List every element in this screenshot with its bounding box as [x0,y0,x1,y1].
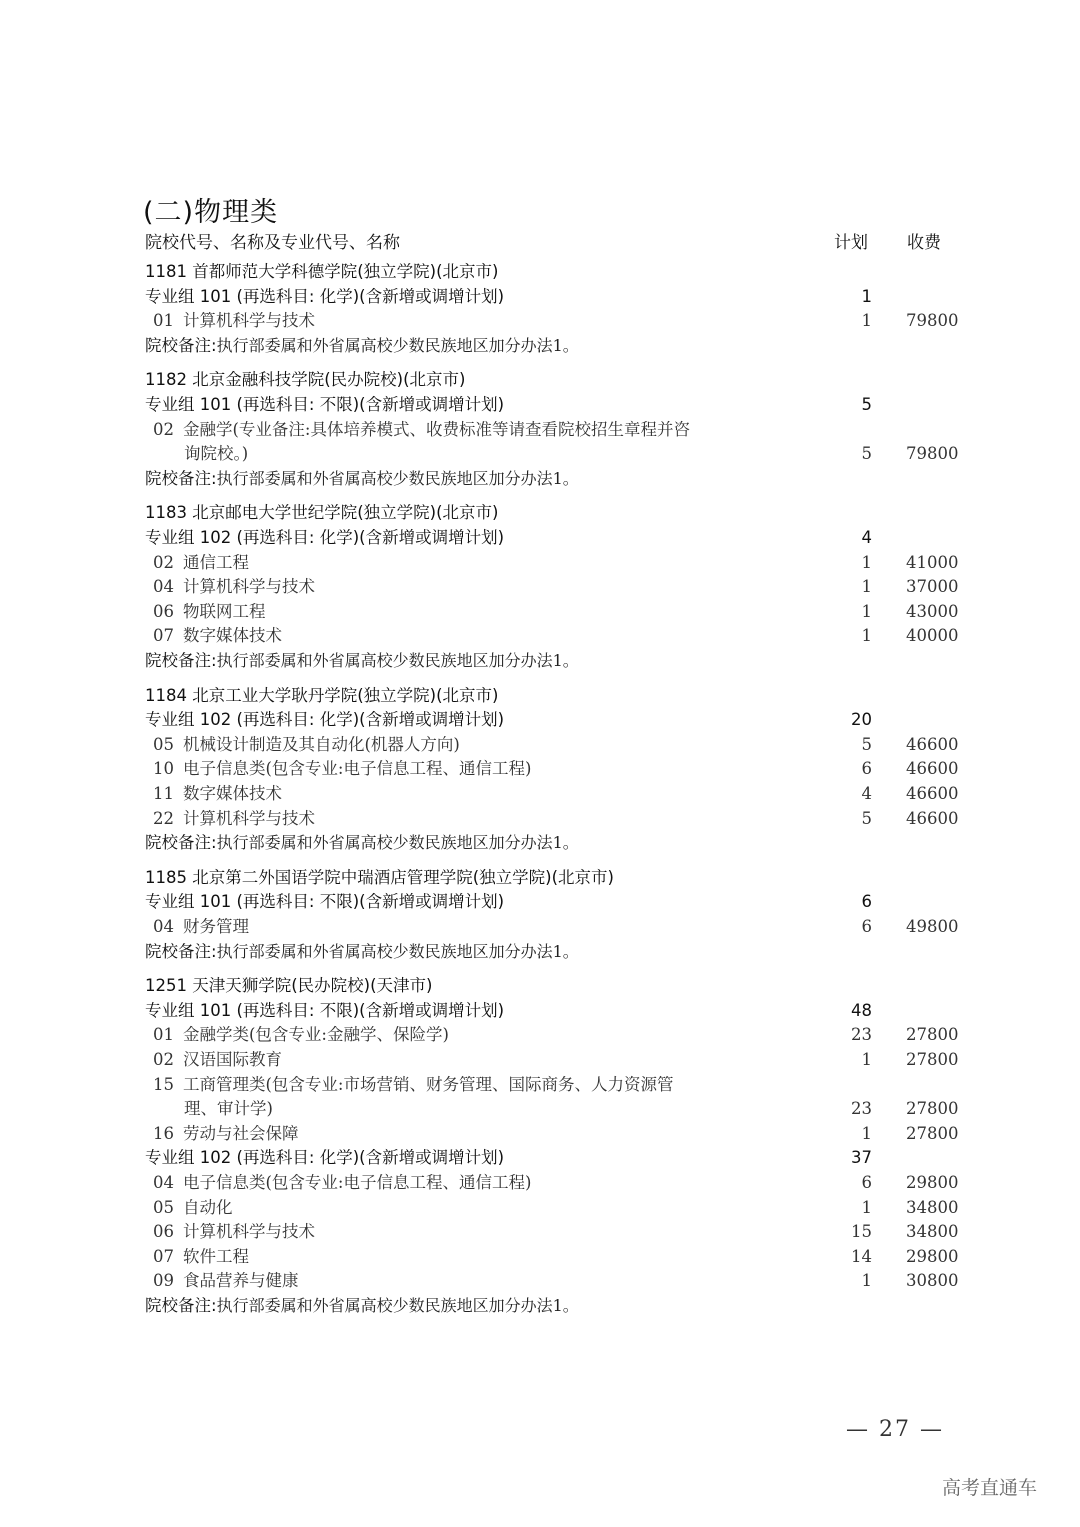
major-plan: 5 [861,444,872,464]
major-row [0,782,1080,807]
group-plan: 5 [861,395,872,414]
major-row [0,1269,1080,1294]
major-row [0,575,1080,600]
major-fee: 34800 [906,1197,959,1217]
major-plan: 1 [861,1197,872,1217]
major-fee: 27800 [906,1099,959,1119]
major-name: 物联网工程 [183,601,266,621]
major-code: 16 [153,1123,174,1143]
major-plan: 1 [861,577,872,597]
major-fee: 29800 [906,1173,959,1192]
major-fee: 46600 [906,784,959,803]
major-name: 食品营养与健康 [183,1271,299,1291]
group-name: 专业组 102 (再选科目: 化学)(含新增或调增计划) [145,710,505,730]
major-plan: 14 [851,1246,872,1266]
major-label [153,1269,299,1294]
major-plan: 1 [861,1271,872,1291]
school-row [0,368,1080,393]
major-row [0,1023,1080,1048]
major-row [0,915,1080,940]
major-plan: 1 [861,552,872,572]
school-row [0,501,1080,526]
major-code: 07 [153,1246,174,1266]
group-plan: 4 [861,528,872,547]
note-label: 院校备注: [145,335,217,355]
major-label [153,1245,249,1270]
major-code: 10 [153,759,174,779]
major-name: 数字媒体技术 [183,784,282,803]
school-note-row [0,940,1080,965]
major-fee: 43000 [906,601,959,621]
major-fee: 41000 [906,552,959,572]
section-title: (二)物理类 [143,197,279,228]
group-row [0,999,1080,1024]
major-code: 02 [153,419,174,439]
major-label [153,1048,282,1073]
group-plan: 1 [861,286,872,306]
major-plan: 6 [861,917,872,936]
major-code: 05 [153,1197,174,1217]
major-row-continuation [0,442,1080,467]
note-label: 院校备注: [145,468,217,488]
group-plan: 6 [861,892,872,912]
major-row [0,1122,1080,1147]
major-code: 04 [153,1173,174,1192]
school-note-row [0,1294,1080,1319]
major-fee: 34800 [906,1222,959,1242]
school-note-row [0,334,1080,359]
major-plan: 23 [851,1025,872,1045]
school-name: 1181 首都师范大学科德学院(独立学院)(北京市) [145,262,499,281]
major-code: 04 [153,917,174,936]
group-row [0,1146,1080,1171]
major-row [0,418,1080,443]
major-plan: 1 [861,601,872,621]
major-plan: 1 [861,626,872,646]
major-code: 04 [153,577,174,597]
major-name: 电子信息类(包含专业:电子信息工程、通信工程) [183,1173,532,1192]
major-label [153,575,315,600]
major-fee: 30800 [906,1271,959,1291]
major-code: 02 [153,552,174,572]
major-label [153,1122,299,1147]
major-fee: 46600 [906,808,959,828]
note-text: 执行部委属和外省属高校少数民族地区加分办法1。 [216,1296,579,1315]
major-row [0,1245,1080,1270]
major-label [153,1220,315,1245]
major-name: 数字媒体技术 [183,626,282,646]
group-name: 专业组 101 (再选科目: 不限)(含新增或调增计划) [145,1000,505,1020]
major-name: 财务管理 [183,917,249,936]
major-plan: 6 [861,1173,872,1192]
major-fee: 79800 [906,311,959,331]
major-name: 金融学类(包含专业:金融学、保险学) [183,1025,449,1045]
major-name: 软件工程 [183,1246,249,1266]
column-header-name: 院校代号、名称及专业代号、名称 [145,233,400,253]
page-number: — 27 — [846,1417,944,1442]
note-label: 院校备注: [145,651,217,670]
major-name: 计算机科学与技术 [183,1222,315,1242]
major-label [153,1196,233,1221]
note-label: 院校备注: [145,941,217,961]
group-row [0,890,1080,915]
school-row [0,684,1080,709]
note-text: 执行部委属和外省属高校少数民族地区加分办法1。 [216,941,579,961]
note-text: 执行部委属和外省属高校少数民族地区加分办法1。 [216,833,579,853]
school-row [0,260,1080,285]
major-label [153,309,315,334]
school-note-row [0,649,1080,674]
major-plan: 1 [861,1050,872,1069]
major-label [153,807,315,832]
school-name: 1251 天津天狮学院(民办院校)(天津市) [145,976,433,996]
major-label [153,757,531,782]
note-text: 执行部委属和外省属高校少数民族地区加分办法1。 [216,335,579,355]
major-code: 15 [153,1074,174,1094]
note-text: 执行部委属和外省属高校少数民族地区加分办法1。 [216,468,579,488]
group-row [0,285,1080,310]
major-code: 05 [153,734,174,754]
group-plan: 37 [851,1148,872,1168]
major-code: 07 [153,626,174,646]
group-name: 专业组 101 (再选科目: 化学)(含新增或调增计划) [145,286,505,306]
school-row [0,866,1080,891]
major-fee: 27800 [906,1050,959,1069]
major-plan: 5 [861,734,872,754]
group-name: 专业组 102 (再选科目: 化学)(含新增或调增计划) [145,528,505,547]
major-fee: 49800 [906,917,959,936]
major-code: 01 [153,311,174,331]
major-fee: 40000 [906,626,959,646]
major-plan: 4 [861,784,872,803]
group-row [0,526,1080,551]
major-name: 机械设计制造及其自动化(机器人方向) [183,734,460,754]
major-code: 06 [153,1222,174,1242]
school-name: 1185 北京第二外国语学院中瑞酒店管理学院(独立学院)(北京市) [145,867,614,887]
group-name: 专业组 102 (再选科目: 化学)(含新增或调增计划) [145,1148,505,1168]
major-name-continued: 询院校。) [184,444,249,464]
major-fee: 79800 [906,444,959,464]
major-name: 电子信息类(包含专业:电子信息工程、通信工程) [183,759,532,779]
major-label [153,1023,449,1048]
note-text: 执行部委属和外省属高校少数民族地区加分办法1。 [216,651,579,670]
major-row [0,733,1080,758]
major-name: 工商管理类(包含专业:市场营销、财务管理、国际商务、人力资源管 [183,1074,674,1094]
major-name: 金融学(专业备注:具体培养模式、收费标准等请查看院校招生章程并咨 [183,419,690,439]
group-name: 专业组 101 (再选科目: 不限)(含新增或调增计划) [145,892,505,912]
major-row [0,309,1080,334]
school-name: 1182 北京金融科技学院(民办院校)(北京市) [145,370,466,390]
major-plan: 1 [861,311,872,331]
school-note-row [0,467,1080,492]
major-plan: 6 [861,759,872,779]
major-plan: 15 [851,1222,872,1242]
major-name: 计算机科学与技术 [183,311,315,331]
major-fee: 27800 [906,1025,959,1045]
school-row [0,974,1080,999]
major-row [0,757,1080,782]
major-row [0,1048,1080,1073]
major-code: 06 [153,601,174,621]
major-code: 11 [153,784,174,803]
major-code: 22 [153,808,174,828]
watermark: 高考直通车 [942,1477,1038,1499]
major-row [0,1196,1080,1221]
major-fee: 46600 [906,759,959,779]
major-name: 计算机科学与技术 [183,577,315,597]
major-fee: 46600 [906,734,959,754]
major-label [153,418,690,443]
column-header-fee: 收费 [907,233,941,253]
major-code: 02 [153,1050,174,1069]
major-code: 01 [153,1025,174,1045]
school-note-row [0,831,1080,856]
group-name: 专业组 101 (再选科目: 不限)(含新增或调增计划) [145,395,505,414]
major-plan: 1 [861,1123,872,1143]
note-label: 院校备注: [145,833,217,853]
column-header-plan: 计划 [834,233,868,253]
major-name: 劳动与社会保障 [183,1123,299,1143]
major-plan: 5 [861,808,872,828]
major-plan: 23 [851,1099,872,1119]
major-row-continuation [0,1097,1080,1122]
major-fee: 29800 [906,1246,959,1266]
school-name: 1184 北京工业大学耿丹学院(独立学院)(北京市) [145,685,499,705]
major-label [153,1171,531,1196]
major-row [0,624,1080,649]
major-label [153,733,460,758]
group-row [0,393,1080,418]
group-plan: 20 [851,710,872,730]
major-row [0,807,1080,832]
major-row [0,1171,1080,1196]
major-row [0,1073,1080,1098]
major-row [0,1220,1080,1245]
major-label [153,624,282,649]
note-label: 院校备注: [145,1296,217,1315]
major-code: 09 [153,1271,174,1291]
major-name-continued: 理、审计学) [184,1099,273,1119]
major-label [153,551,249,576]
major-label [153,1073,674,1098]
major-name: 自动化 [183,1197,233,1217]
major-label [153,600,266,625]
major-fee: 27800 [906,1123,959,1143]
major-fee: 37000 [906,577,959,597]
major-label [153,782,282,807]
major-name: 通信工程 [183,552,249,572]
group-plan: 48 [851,1000,872,1020]
major-row [0,551,1080,576]
major-row [0,600,1080,625]
school-name: 1183 北京邮电大学世纪学院(独立学院)(北京市) [145,503,499,523]
major-label [153,915,249,940]
major-name: 汉语国际教育 [183,1050,282,1069]
group-row [0,708,1080,733]
major-name: 计算机科学与技术 [183,808,315,828]
